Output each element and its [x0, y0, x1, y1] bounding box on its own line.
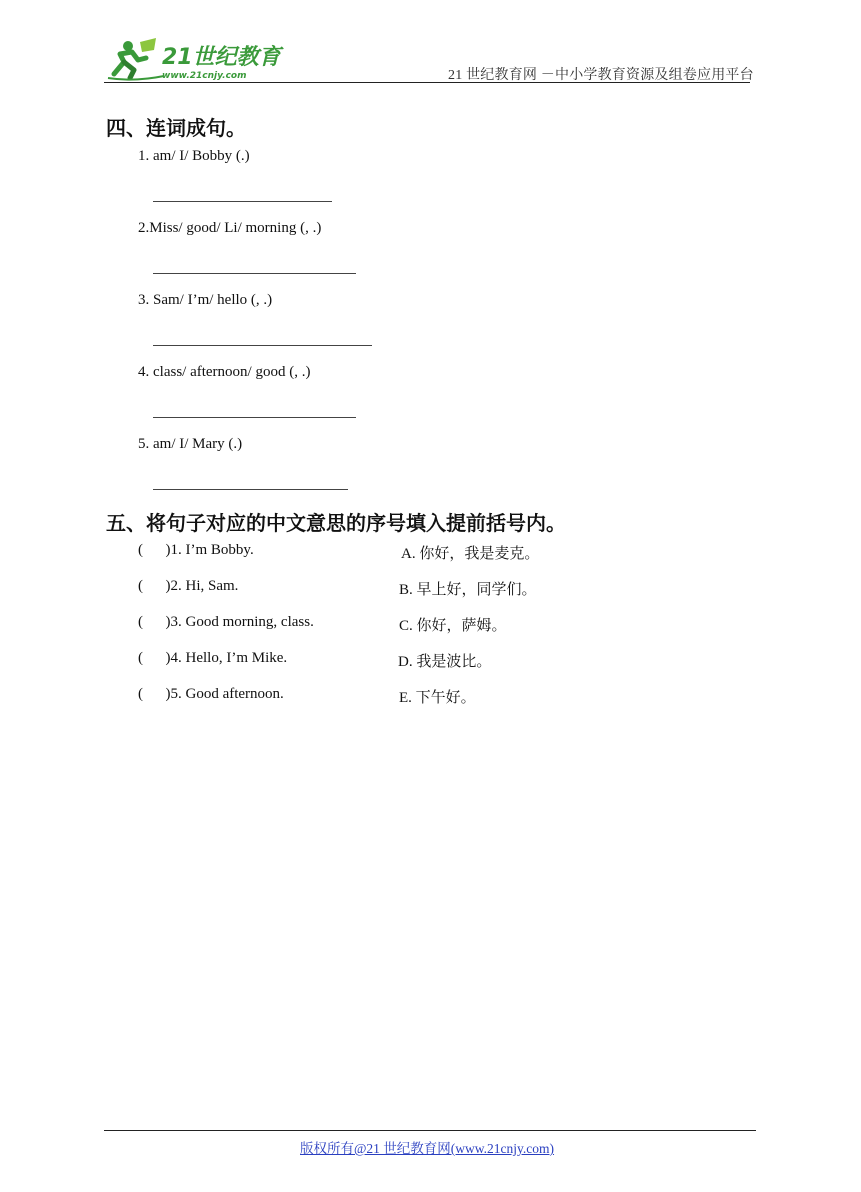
match-sentence: 4. Hello, I’m Mike.: [170, 650, 288, 666]
match-row: [138, 614, 314, 631]
answer-line-1[interactable]: [153, 201, 332, 202]
question-3: 3. Sam/ I’m/ hello (, .): [138, 292, 273, 308]
runner-logo-icon: [104, 34, 284, 82]
answer-blank[interactable]: ( ): [138, 542, 171, 558]
question-5: 5. am/ I/ Mary (.): [138, 436, 243, 452]
match-row: [138, 686, 284, 703]
match-row: [138, 542, 254, 559]
answer-line-5[interactable]: [153, 489, 348, 490]
match-option: C. 你好，萨姆。: [399, 618, 507, 634]
copyright-link[interactable]: 版权所有@21 世纪教育网(www.21cnjy.com): [300, 1141, 555, 1156]
match-option: B. 早上好，同学们。: [399, 582, 537, 598]
match-option: E. 下午好。: [399, 690, 476, 706]
header-tagline: 21 世纪教育网 －中小学教育资源及组卷应用平台: [448, 68, 754, 83]
answer-blank[interactable]: ( ): [138, 650, 171, 666]
answer-blank[interactable]: ( ): [138, 686, 171, 702]
answer-line-2[interactable]: [153, 273, 356, 274]
logo-text: 21世纪教育: [162, 45, 281, 70]
answer-line-4[interactable]: [153, 417, 356, 418]
question-1: 1. am/ I/ Bobby (.): [138, 148, 250, 164]
match-sentence: 1. I’m Bobby.: [170, 542, 254, 558]
site-logo: [104, 34, 284, 82]
match-sentence: 5. Good afternoon.: [170, 686, 284, 702]
question-2: 2.Miss/ good/ Li/ morning (, .): [138, 220, 322, 236]
answer-blank[interactable]: ( ): [138, 578, 171, 594]
header-divider: [104, 82, 750, 83]
match-option: A. 你好，我是麦克。: [401, 546, 540, 562]
match-option: D. 我是波比。: [398, 654, 492, 670]
footer-divider: [104, 1130, 756, 1131]
section5-title: 五、将句子对应的中文意思的序号填入提前括号内。: [106, 511, 566, 535]
match-sentence: 3. Good morning, class.: [170, 614, 314, 630]
answer-blank[interactable]: ( ): [138, 614, 171, 630]
logo-url: www.21cnjy.com: [162, 71, 247, 81]
answer-line-3[interactable]: [153, 345, 372, 346]
section4-title: 四、连词成句。: [106, 116, 246, 140]
match-row: [138, 578, 238, 595]
question-4: 4. class/ afternoon/ good (, .): [138, 364, 311, 380]
match-row: [138, 650, 287, 667]
match-sentence: 2. Hi, Sam.: [170, 578, 239, 594]
